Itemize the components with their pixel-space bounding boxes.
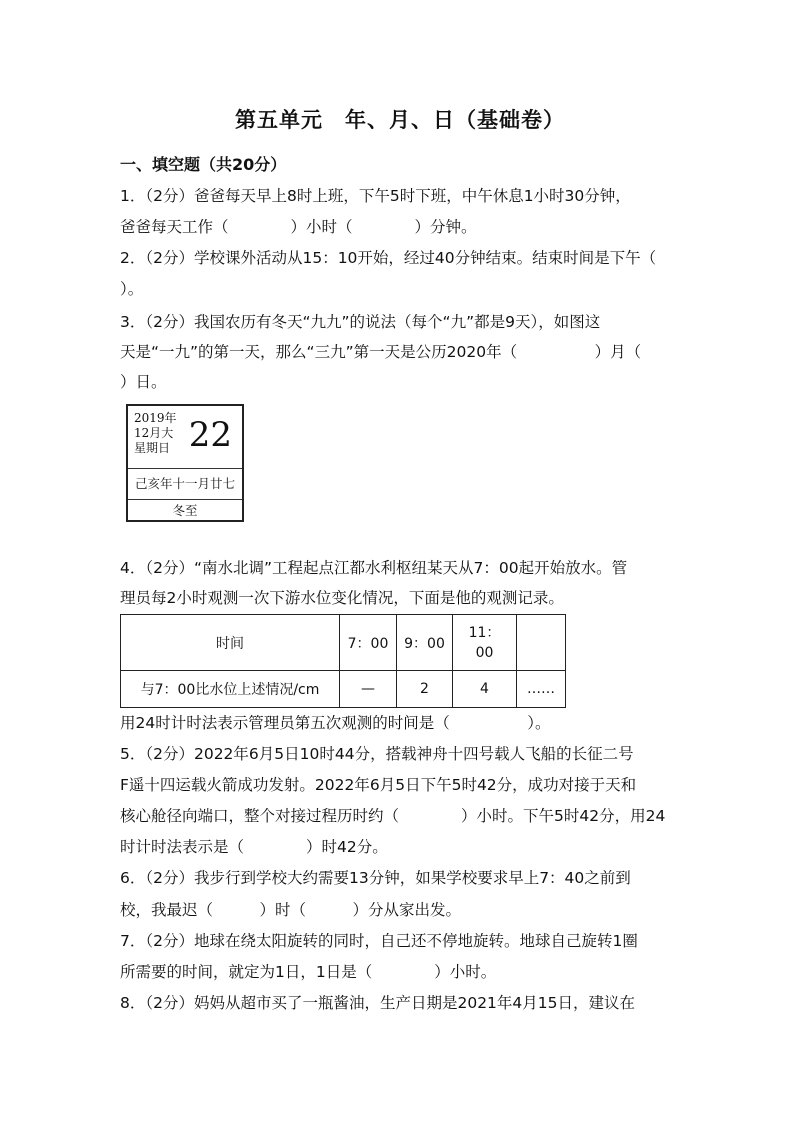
question-7-line-1: 7．（2分）地球在绕太阳旋转的同时，自己还不停地旋转。地球自己旋转1圈 bbox=[120, 932, 638, 950]
question-1-line-2: 爸爸每天工作（ ）小时（ ）分钟。 bbox=[120, 218, 477, 236]
observation-table bbox=[120, 614, 566, 708]
question-5-line-4: 时计时法表示是（ ）时42分。 bbox=[120, 838, 388, 856]
question-2-line-1: 2．（2分）学校课外活动从15：10开始，经过40分钟结束。结束时间是下午（ bbox=[120, 249, 657, 267]
table-value-2: 2 bbox=[397, 671, 453, 708]
calendar-day: 22 bbox=[188, 415, 232, 455]
table-value-3: 4 bbox=[453, 671, 517, 708]
question-3-line-3: ）日。 bbox=[120, 373, 167, 391]
question-6-line-1: 6．（2分）我步行到学校大约需要13分钟，如果学校要求早上7：40之前到 bbox=[120, 869, 631, 887]
question-5-line-3: 核心舱径向端口，整个对接过程历时约（ ）小时。下午5时42分，用24 bbox=[120, 807, 666, 825]
question-2-line-2: ）。 bbox=[120, 280, 144, 298]
table-time-3 bbox=[453, 615, 517, 671]
table-row bbox=[121, 615, 566, 671]
calendar-lunar-date: 己亥年十一月廿七 bbox=[128, 469, 242, 500]
question-1-line-1: 1．（2分）爸爸每天早上8时上班，下午5时下班，中午休息1小时30分钟， bbox=[120, 187, 631, 205]
table-row-label: 与7：00比水位上述情况/cm bbox=[121, 671, 340, 708]
calendar-solar-term: 冬至 bbox=[172, 503, 198, 518]
calendar-weekday: 星期日 bbox=[134, 441, 171, 455]
calendar-year: 2019年 bbox=[134, 411, 177, 425]
table-time-3-part-2: 00 bbox=[475, 644, 494, 661]
table-value-4: …… bbox=[517, 671, 566, 708]
section-heading: 一、填空题（共20分） bbox=[120, 155, 287, 174]
question-4-line-3: 用24时计时法表示管理员第五次观测的时间是（ ）。 bbox=[120, 714, 551, 732]
table-time-1: 7：00 bbox=[340, 615, 397, 671]
question-3-line-2: 天是“一九”的第一天，那么“三九”第一天是公历2020年（ ）月（ bbox=[120, 343, 642, 361]
question-5-line-1: 5．（2分）2022年6月5日10时44分，搭载神舟十四号载人飞船的长征二号 bbox=[120, 745, 634, 763]
question-4-line-1: 4．（2分）“南水北调”工程起点江都水利枢纽某天从7：00起开始放水。管 bbox=[120, 559, 628, 577]
table-value-1: — bbox=[340, 671, 397, 708]
question-8-line-1: 8．（2分）妈妈从超市买了一瓶酱油，生产日期是2021年4月15日，建议在 bbox=[120, 994, 636, 1012]
table-time-3-part-1: 11： bbox=[468, 624, 501, 641]
table-time-2: 9：00 bbox=[397, 615, 453, 671]
question-5-line-2: F遥十四运载火箭成功发射。2022年6月5日下午5时42分，成功对接于天和 bbox=[120, 776, 637, 794]
question-3-line-1: 3．（2分）我国农历有冬天“九九”的说法（每个“九”都是9天），如图这 bbox=[120, 313, 601, 331]
table-row bbox=[121, 671, 566, 708]
table-time-4 bbox=[517, 615, 566, 671]
page-title: 第五单元 年、月、日（基础卷） bbox=[235, 108, 565, 132]
calendar-page bbox=[126, 404, 244, 522]
table-header-label: 时间 bbox=[121, 615, 340, 671]
calendar-month: 12月大 bbox=[134, 426, 174, 440]
question-6-line-2: 校，我最迟（ ）时（ ）分从家出发。 bbox=[120, 901, 462, 919]
question-7-line-2: 所需要的时间，就定为1日，1日是（ ）小时。 bbox=[120, 963, 497, 981]
question-4-line-2: 理员每2小时观测一次下游水位变化情况，下面是他的观测记录。 bbox=[120, 589, 564, 607]
